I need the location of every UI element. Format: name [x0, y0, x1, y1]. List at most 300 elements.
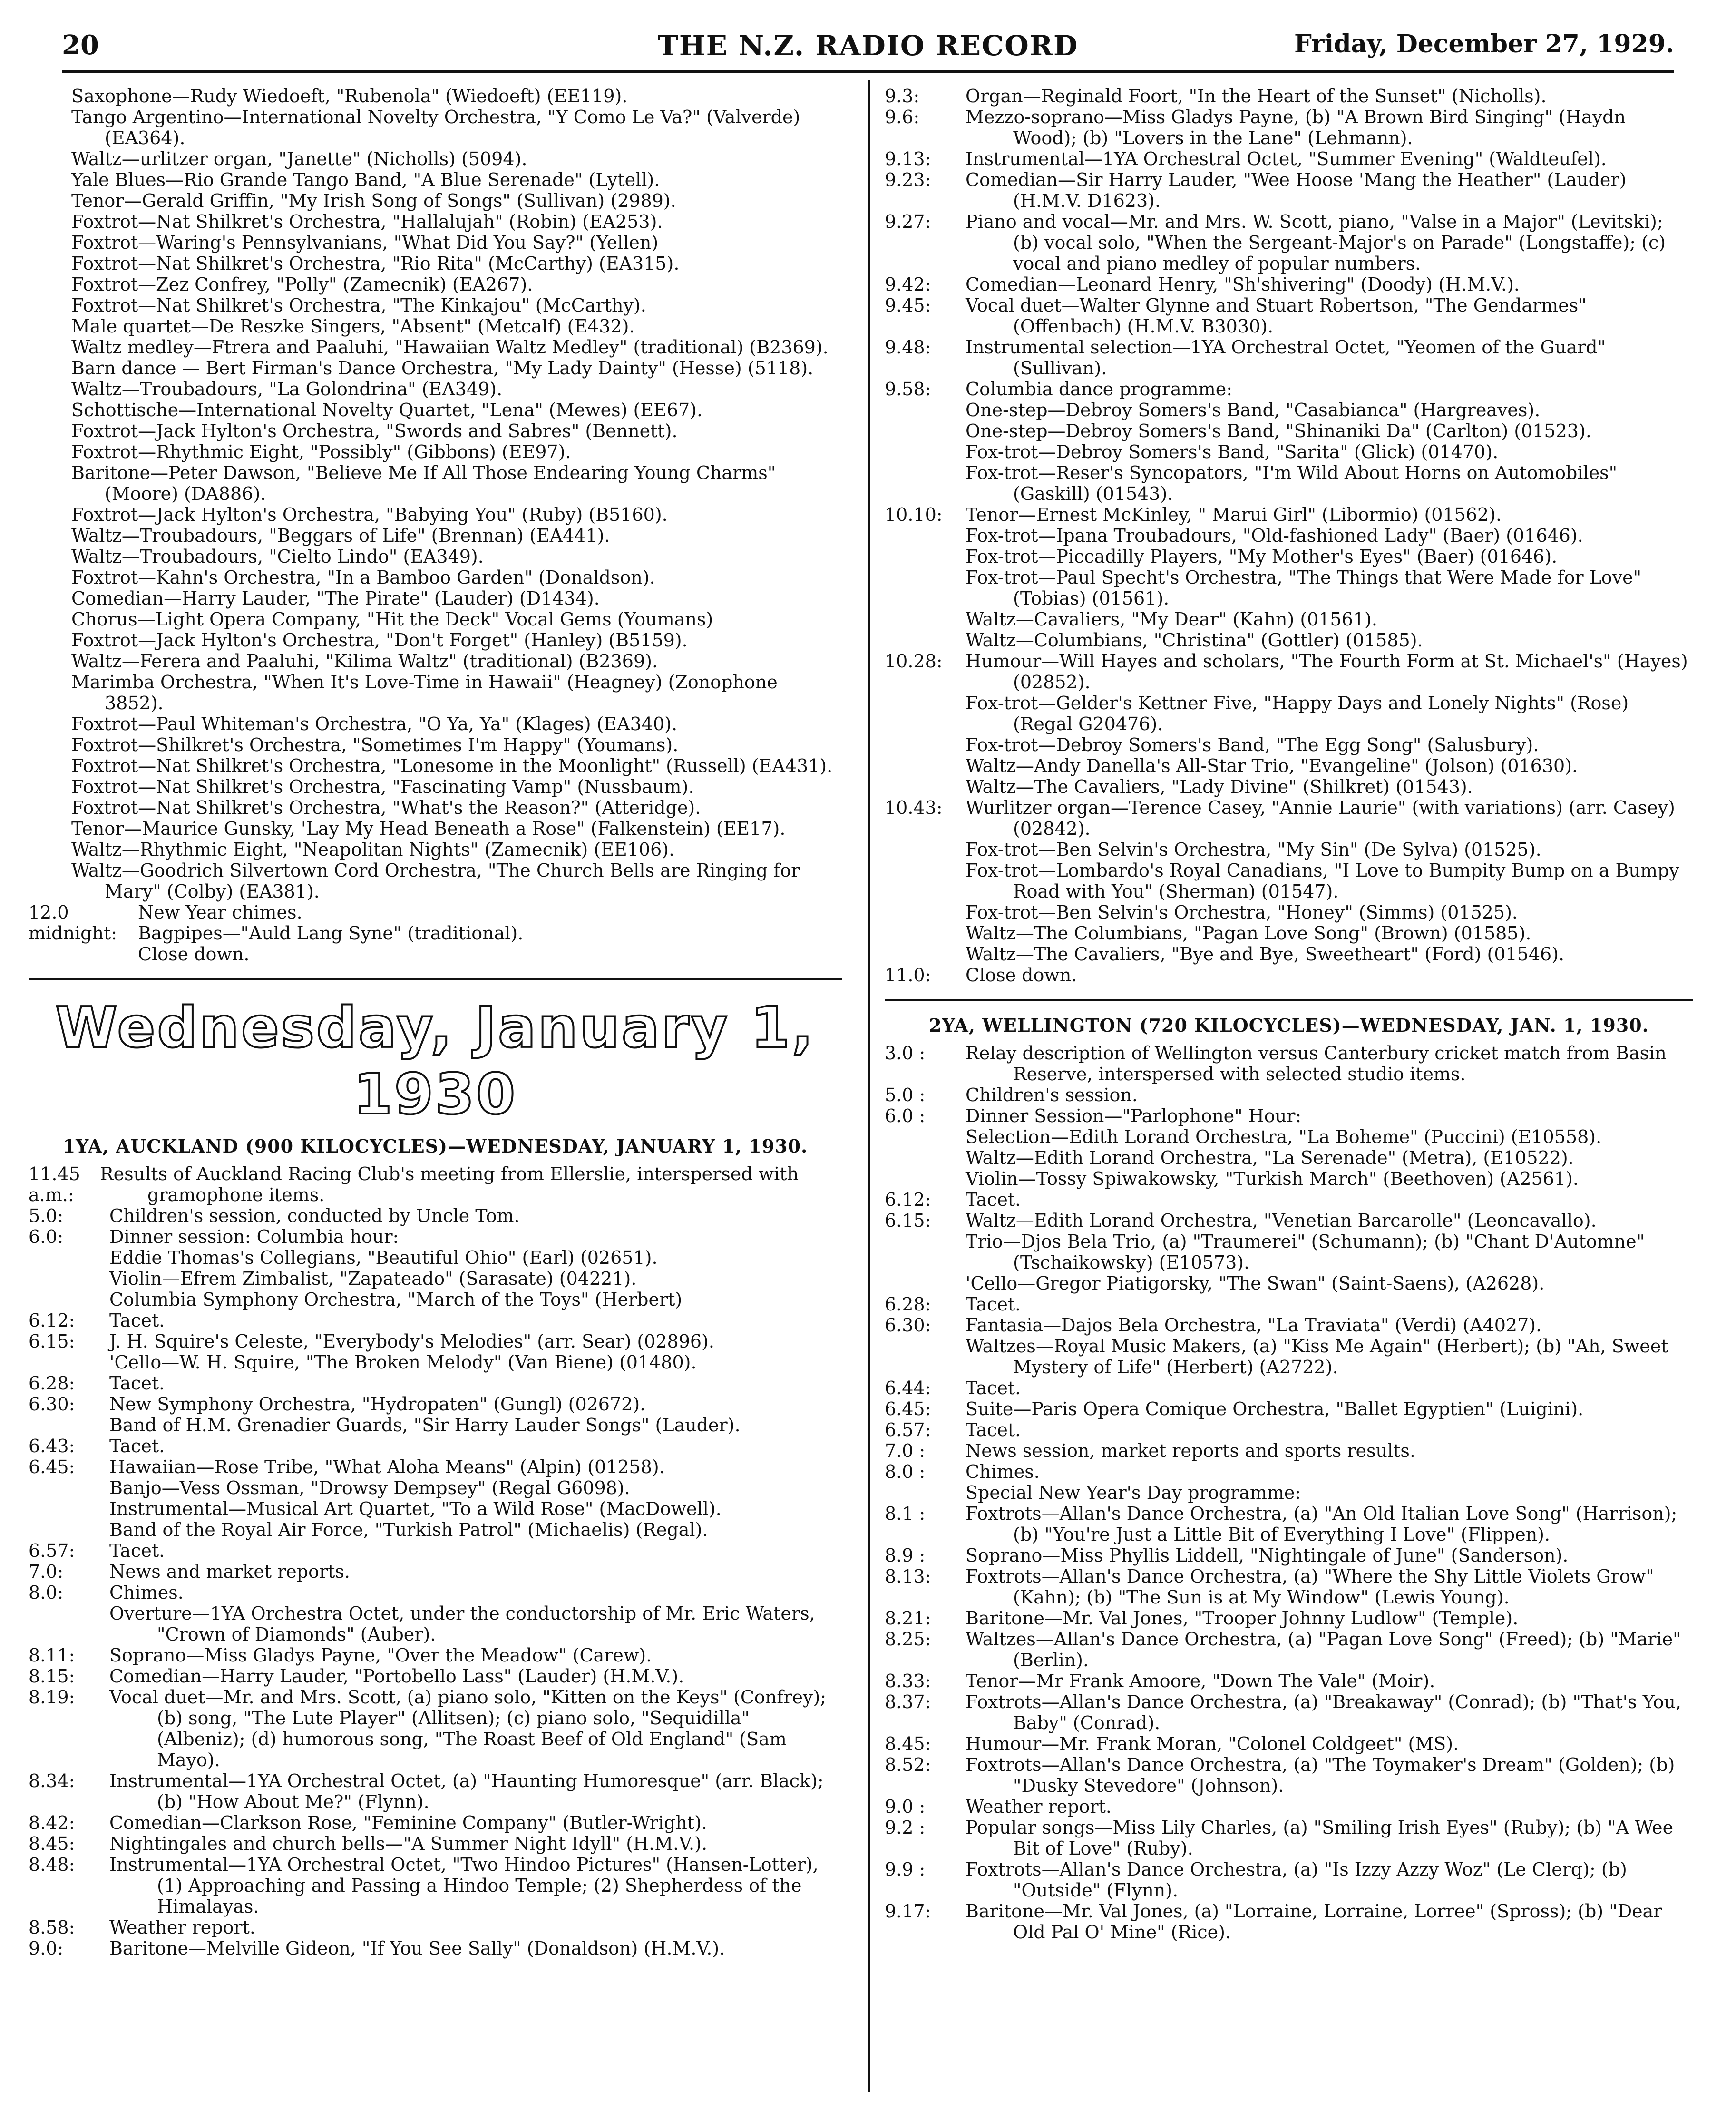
entry-time: 8.9 :: [885, 1545, 926, 1566]
programme-item: Waltz—urlitzer organ, "Janette" (Nicholls) (5094).: [71, 148, 527, 169]
entry-text: Popular songs—Miss Lily Charles, (a) "Smiling Irish Eyes" (Ruby); (b) "A Wee Bit of Love" (Ruby).: [966, 1817, 1674, 1859]
entry-time: [29, 1352, 109, 1373]
schedule-entry: [29, 1938, 842, 1959]
entry-text: Vocal duet—Walter Glynne and Stuart Robertson, "The Gendarmes" (Offenbach) (H.M.V. B3030).: [966, 295, 1587, 337]
schedule-entry: [29, 1498, 842, 1519]
entry-text: Mezzo-soprano—Miss Gladys Payne, (b) "A Brown Bird Singing" (Haydn Wood); (b) "Lovers in the Lane" (Lehmann).: [966, 107, 1626, 148]
entry-time: 6.30:: [29, 1394, 75, 1415]
midnight-line: Close down.: [138, 944, 250, 965]
programme-item: Waltz—Troubadours, "Cielto Lindo" (EA349).: [71, 546, 484, 567]
entry-text: Children's session, conducted by Uncle Tom.: [109, 1205, 520, 1226]
entry-time: [885, 776, 966, 797]
entry-text: Children's session.: [966, 1085, 1138, 1105]
entry-text: Fox-trot—Paul Specht's Orchestra, "The Things that Were Made for Love" (Tobias) (01561).: [966, 567, 1642, 609]
schedule-entry: [885, 1608, 1693, 1629]
entry-text: Soprano—Miss Phyllis Liddell, "Nightingale of June" (Sanderson).: [966, 1545, 1569, 1566]
entry-text: Foxtrots—Allan's Dance Orchestra, (a) "Breakaway" (Conrad); (b) "That's You, Baby" (Conrad).: [966, 1691, 1681, 1733]
entry-time: 3.0 :: [885, 1043, 926, 1064]
schedule-entry: [885, 609, 1693, 630]
schedule-entry: [885, 1817, 1693, 1859]
programme-item: Foxtrot—Jack Hylton's Orchestra, "Babying You" (Ruby) (B5160).: [71, 504, 668, 525]
entry-time: [885, 400, 966, 420]
entry-text: Suite—Paris Opera Comique Orchestra, "Ballet Egyptien" (Luigini).: [966, 1398, 1584, 1419]
masthead-rule: [62, 70, 1674, 73]
left-column: [29, 86, 842, 1959]
schedule-entry: [885, 1503, 1693, 1545]
programme-item: Tango Argentino—International Novelty Orchestra, "Y Como Le Va?" (Valverde) (EA364).: [71, 107, 800, 148]
entry-time: 9.0 :: [885, 1796, 926, 1817]
schedule-entry: [29, 1163, 842, 1205]
station-heading-wellington: 2YA, WELLINGTON (720 KILOCYCLES)—WEDNESDAY, JAN. 1, 1930.: [929, 1015, 1649, 1036]
schedule-entry: [29, 1331, 842, 1352]
entry-time: 8.33:: [885, 1671, 931, 1691]
entry-text: Banjo—Vess Ossman, "Drowsy Dempsey" (Regal G6098).: [109, 1477, 630, 1498]
entry-text: Fox-trot—Piccadilly Players, "My Mother's Eyes" (Baer) (01646).: [966, 546, 1558, 567]
entry-text: Foxtrots—Allan's Dance Orchestra, (a) "The Toymaker's Dream" (Golden); (b) "Dusky Stevedore" (Johnson).: [966, 1754, 1675, 1796]
schedule-entry: [885, 1754, 1693, 1796]
schedule-entry: [885, 462, 1693, 504]
schedule-entry: [885, 1901, 1693, 1943]
schedule-entry: [885, 274, 1693, 295]
programme-item: Baritone—Peter Dawson, "Believe Me If All Those Endearing Young Charms" (Moore) (DA886).: [71, 462, 776, 504]
entry-text: Humour—Will Hayes and scholars, "The Fourth Form at St. Michael's" (Hayes) (02852).: [966, 651, 1688, 693]
schedule-entry: [29, 1603, 842, 1645]
schedule-entry: [885, 776, 1693, 797]
schedule-entry: [29, 1582, 842, 1603]
schedule-entry: [29, 1289, 842, 1310]
schedule-entry: [29, 1917, 842, 1938]
schedule-entry: [29, 1854, 842, 1917]
schedule-entry: [885, 1671, 1693, 1691]
entry-text: New Symphony Orchestra, "Hydropaten" (Gungl) (02672).: [109, 1394, 646, 1415]
entry-text: 'Cello—Gregor Piatigorsky, "The Swan" (Saint-Saens), (A2628).: [966, 1273, 1545, 1294]
schedule-entry: [29, 1477, 842, 1498]
entry-time: [29, 1519, 109, 1540]
schedule-entry: [885, 295, 1693, 337]
entry-time: 8.42:: [29, 1812, 75, 1833]
entry-time: 5.0:: [29, 1205, 64, 1226]
entry-time: 8.0 :: [885, 1461, 926, 1482]
schedule-entry: [29, 1666, 842, 1687]
programme-item: Male quartet—De Reszke Singers, "Absent" (Metcalf) (E432).: [71, 316, 635, 337]
entry-text: Organ—Reginald Foort, "In the Heart of the Sunset" (Nicholls).: [966, 86, 1547, 107]
entry-text: Tacet.: [109, 1436, 165, 1456]
schedule-entry: [29, 1310, 842, 1331]
entry-time: 11.45 a.m.:: [29, 1163, 80, 1205]
programme-item: Foxtrot—Nat Shilkret's Orchestra, "Fascinating Vamp" (Nussbaum).: [71, 776, 694, 797]
entry-text: Columbia Symphony Orchestra, "March of the Toys" (Herbert): [109, 1289, 683, 1310]
entry-text: Baritone—Mr. Val Jones, (a) "Lorraine, Lorraine, Lorree" (Spross); (b) "Dear Old Pal O' Mine" (Rice).: [966, 1901, 1662, 1943]
schedule-entry: [885, 169, 1693, 211]
entry-text: Tacet.: [966, 1189, 1021, 1210]
programme-item: Schottische—International Novelty Quartet, "Lena" (Mewes) (EE67).: [71, 400, 703, 420]
schedule-entry: [885, 1273, 1693, 1294]
entry-time: 8.19:: [29, 1687, 75, 1708]
schedule-entry: [885, 1378, 1693, 1398]
schedule-entry: [885, 1733, 1693, 1754]
day-heading: Wednesday, January 1, 1930: [55, 995, 815, 1127]
programme-item: Foxtrot—Nat Shilkret's Orchestra, "Hallalujah" (Robin) (EA253).: [71, 211, 663, 232]
entry-text: Trio—Djos Bela Trio, (a) "Traumerei" (Schumann); (b) "Chant D'Automne" (Tschaikowsky) (E10573).: [966, 1231, 1645, 1273]
entry-time: [885, 944, 966, 965]
entry-time: 8.45:: [885, 1733, 931, 1754]
entry-text: Hawaiian—Rose Tribe, "What Aloha Means" (Alpin) (01258).: [109, 1456, 665, 1477]
programme-item: Foxtrot—Nat Shilkret's Orchestra, "What's the Reason?" (Atteridge).: [71, 797, 701, 818]
entry-time: [29, 1415, 109, 1436]
schedule-entry: [885, 1545, 1693, 1566]
entry-text: Band of the Royal Air Force, "Turkish Patrol" (Michaelis) (Regal).: [109, 1519, 708, 1540]
entry-text: Tenor—Ernest McKinley, " Marui Girl" (Libormio) (01562).: [966, 504, 1502, 525]
entry-time: 9.23:: [885, 169, 931, 190]
schedule-entry: [885, 734, 1693, 755]
entry-time: 9.0:: [29, 1938, 64, 1959]
entry-time: [885, 860, 966, 902]
entry-time: 6.0:: [29, 1226, 64, 1247]
programme-item: Foxtrot—Nat Shilkret's Orchestra, "Rio Rita" (McCarthy) (EA315).: [71, 253, 680, 274]
entry-time: 7.0:: [29, 1561, 64, 1582]
column-divider: [868, 80, 870, 2092]
entry-time: [885, 1273, 966, 1294]
entry-time: 7.0 :: [885, 1440, 926, 1461]
entry-text: Humour—Mr. Frank Moran, "Colonel Coldgeet" (MS).: [966, 1733, 1459, 1754]
entry-time: 8.21:: [885, 1608, 931, 1629]
entry-text: Tacet.: [966, 1378, 1021, 1398]
midnight-line: New Year chimes.: [138, 902, 302, 923]
entry-time: 6.57:: [29, 1540, 75, 1561]
schedule-entry: [885, 1482, 1693, 1503]
entry-time: 9.2 :: [885, 1817, 926, 1838]
entry-text: Tacet.: [966, 1419, 1021, 1440]
schedule-entry: [29, 1540, 842, 1561]
programme-item: Foxtrot—Shilkret's Orchestra, "Sometimes I'm Happy" (Youmans).: [71, 734, 679, 755]
schedule-entry: [885, 1796, 1693, 1817]
entry-text: Comedian—Clarkson Rose, "Feminine Company" (Butler-Wright).: [109, 1812, 708, 1833]
entry-time: 8.15:: [29, 1666, 75, 1687]
schedule-entry: [29, 1770, 842, 1812]
schedule-entry: [885, 1691, 1693, 1733]
entry-text: Nightingales and church bells—"A Summer Night Idyll" (H.M.V.).: [109, 1833, 708, 1854]
entry-text: One-step—Debroy Somers's Band, "Casabianca" (Hargreaves).: [966, 400, 1541, 420]
schedule-entry: [885, 1440, 1693, 1461]
entry-text: Dinner session: Columbia hour:: [109, 1226, 399, 1247]
programme-item: Tenor—Maurice Gunsky, 'Lay My Head Beneath a Rose" (Falkenstein) (EE17).: [71, 818, 786, 839]
entry-time: 6.45:: [885, 1398, 931, 1419]
entry-time: 8.52:: [885, 1754, 931, 1775]
entry-text: Fox-trot—Ben Selvin's Orchestra, "Honey" (Simms) (01525).: [966, 902, 1518, 923]
programme-item: Waltz—Rhythmic Eight, "Neapolitan Nights" (Zamecnik) (EE106).: [71, 839, 675, 860]
entry-time: [29, 1289, 109, 1310]
schedule-entry: [885, 1231, 1693, 1273]
schedule-entry: [885, 651, 1693, 693]
entry-time: 9.3:: [885, 86, 920, 107]
schedule-entry: [885, 1398, 1693, 1419]
entry-text: Fox-trot—Ben Selvin's Orchestra, "My Sin" (De Sylva) (01525).: [966, 839, 1541, 860]
programme-item: Foxtrot—Nat Shilkret's Orchestra, "The Kinkajou" (McCarthy).: [71, 295, 646, 316]
entry-text: Eddie Thomas's Collegians, "Beautiful Ohio" (Earl) (02651).: [109, 1247, 658, 1268]
entry-text: Comedian—Sir Harry Lauder, "Wee Hoose 'Mang the Heather" (Lauder) (H.M.V. D1623).: [966, 169, 1627, 211]
masthead: [62, 25, 1674, 63]
schedule-entry: [29, 1415, 842, 1436]
entry-text: Fox-trot—Lombardo's Royal Canadians, "I Love to Bumpity Bump on a Bumpy Road with You" (Sherman) (01547).: [966, 860, 1679, 902]
schedule-entry: [885, 1147, 1693, 1168]
schedule-entry: [29, 1519, 842, 1540]
schedule-entry: [885, 860, 1693, 902]
entry-text: Band of H.M. Grenadier Guards, "Sir Harry Lauder Songs" (Lauder).: [109, 1415, 741, 1436]
entry-time: 9.27:: [885, 211, 931, 232]
section-rule: [29, 978, 842, 980]
schedule-entry: [885, 504, 1693, 525]
programme-item: Foxtrot—Rhythmic Eight, "Possibly" (Gibbons) (EE97).: [71, 441, 571, 462]
programme-item: Saxophone—Rudy Wiedoeft, "Rubenola" (Wiedoeft) (EE119).: [71, 86, 628, 107]
schedule-entry: [885, 902, 1693, 923]
schedule-entry: [885, 1126, 1693, 1147]
entry-text: Waltzes—Allan's Dance Orchestra, (a) "Pagan Love Song" (Freed); (b) "Marie" (Berlin).: [966, 1629, 1681, 1671]
entry-time: 8.1 :: [885, 1503, 926, 1524]
entry-text: Waltz—Edith Lorand Orchestra, "La Serenade" (Metra), (E10522).: [966, 1147, 1574, 1168]
entry-time: [885, 734, 966, 755]
entry-text: Comedian—Harry Lauder, "Portobello Lass" (Lauder) (H.M.V.).: [109, 1666, 684, 1687]
entry-text: Tacet.: [109, 1310, 165, 1331]
programme-item: Foxtrot—Zez Confrey, "Polly" (Zamecnik) (EA267).: [71, 274, 533, 295]
entry-time: 8.48:: [29, 1854, 75, 1875]
entry-time: [885, 546, 966, 567]
entry-time: 6.12:: [29, 1310, 75, 1331]
entry-text: News and market reports.: [109, 1561, 350, 1582]
entry-text: Special New Year's Day programme:: [966, 1482, 1301, 1503]
programme-item: Foxtrot—Paul Whiteman's Orchestra, "O Ya, Ya" (Klages) (EA340).: [71, 713, 678, 734]
entry-time: [885, 755, 966, 776]
schedule-entry: [29, 1268, 842, 1289]
entry-time: 6.12:: [885, 1189, 931, 1210]
entry-text: Soprano—Miss Gladys Payne, "Over the Meadow" (Carew).: [109, 1645, 652, 1666]
entry-text: Tacet.: [109, 1540, 165, 1561]
entry-text: News session, market reports and sports results.: [966, 1440, 1415, 1461]
entry-text: Piano and vocal—Mr. and Mrs. W. Scott, piano, "Valse in a Major" (Levitski); (b) vocal solo, "When the Sergeant-Major's on Parade" (Longstaffe); (c) vocal and piano medley of popular numbers.: [966, 211, 1666, 274]
programme-item: Foxtrot—Jack Hylton's Orchestra, "Swords and Sabres" (Bennett).: [71, 420, 678, 441]
entry-text: Waltz—Columbians, "Christina" (Gottler) (01585).: [966, 630, 1423, 651]
entry-time: 6.44:: [885, 1378, 931, 1398]
entry-time: 12.0 midnight:: [29, 902, 117, 944]
page-number: 20: [62, 29, 99, 61]
schedule-entry: [885, 839, 1693, 860]
schedule-entry: [885, 148, 1693, 169]
entry-time: [29, 1268, 109, 1289]
entry-time: 5.0 :: [885, 1085, 926, 1105]
entry-text: Relay description of Wellington versus Canterbury cricket match from Basin Reserve, interspersed with selected studio items.: [966, 1043, 1667, 1085]
entry-text: Fox-trot—Gelder's Kettner Five, "Happy Days and Lonely Nights" (Rose) (Regal G20476).: [966, 693, 1629, 734]
entry-text: Fox-trot—Ipana Troubadours, "Old-fashioned Lady" (Baer) (01646).: [966, 525, 1583, 546]
programme-item: Foxtrot—Waring's Pennsylvanians, "What Did You Say?" (Yellen): [71, 232, 659, 253]
entry-text: Fox-trot—Debroy Somers's Band, "The Egg Song" (Salusbury).: [966, 734, 1539, 755]
publication-title: THE N.Z. RADIO RECORD: [657, 29, 1079, 62]
entry-text: Selection—Edith Lorand Orchestra, "La Boheme" (Puccini) (E10558).: [966, 1126, 1602, 1147]
entry-text: Instrumental selection—1YA Orchestral Octet, "Yeomen of the Guard" (Sullivan).: [966, 337, 1606, 379]
entry-text: J. H. Squire's Celeste, "Everybody's Melodies" (arr. Sear) (02896).: [109, 1331, 714, 1352]
programme-item: Comedian—Harry Lauder, "The Pirate" (Lauder) (D1434).: [71, 588, 600, 609]
entry-time: [885, 630, 966, 651]
schedule-entry: [885, 86, 1693, 107]
programme-item: Waltz—Ferera and Paaluhi, "Kilima Waltz" (traditional) (B2369).: [71, 651, 658, 672]
entry-text: Chimes.: [109, 1582, 184, 1603]
entry-time: 9.6:: [885, 107, 920, 127]
entry-time: [885, 525, 966, 546]
entry-time: 9.58:: [885, 379, 931, 400]
programme-item: Waltz medley—Ftrera and Paaluhi, "Hawaiian Waltz Medley" (traditional) (B2369).: [71, 337, 829, 358]
programme-item: Foxtrot—Nat Shilkret's Orchestra, "Lonesome in the Moonlight" (Russell) (EA431).: [71, 755, 833, 776]
entry-time: [29, 1498, 109, 1519]
entry-text: Instrumental—Musical Art Quartet, "To a Wild Rose" (MacDowell).: [109, 1498, 722, 1519]
entry-text: Waltzes—Royal Music Makers, (a) "Kiss Me Again" (Herbert); (b) "Ah, Sweet Mystery of Life" (Herbert) (A2722).: [966, 1336, 1668, 1378]
entry-text: Fox-trot—Reser's Syncopators, "I'm Wild About Horns on Automobiles" (Gaskill) (01543).: [966, 462, 1618, 504]
entry-time: [885, 1168, 966, 1189]
entry-time: 9.13:: [885, 148, 931, 169]
entry-time: 10.43:: [885, 797, 943, 818]
entry-text: Baritone—Mr. Val Jones, "Trooper Johnny Ludlow" (Temple).: [966, 1608, 1519, 1629]
entry-text: Waltz—The Cavaliers, "Lady Divine" (Shilkret) (01543).: [966, 776, 1473, 797]
entry-time: [885, 1482, 966, 1503]
entry-time: [885, 441, 966, 462]
schedule-entry: [885, 420, 1693, 441]
entry-time: 9.42:: [885, 274, 931, 295]
schedule-entry: [885, 400, 1693, 420]
programme-item: Waltz—Troubadours, "La Golondrina" (EA349).: [71, 379, 503, 400]
entry-time: [885, 420, 966, 441]
schedule-entry: [885, 1105, 1693, 1126]
entry-time: [29, 1603, 109, 1645]
entry-text: Chimes.: [966, 1461, 1040, 1482]
schedule-entry: [29, 1456, 842, 1477]
station-heading-auckland: 1YA, AUCKLAND (900 KILOCYCLES)—WEDNESDAY, JANUARY 1, 1930.: [62, 1135, 808, 1157]
schedule-entry: [885, 107, 1693, 148]
schedule-entry: [29, 1352, 842, 1373]
entry-text: Foxtrots—Allan's Dance Orchestra, (a) "Is Izzy Azzy Woz" (Le Clerq); (b) "Outside" (Flynn).: [966, 1859, 1627, 1901]
entry-text: Foxtrots—Allan's Dance Orchestra, (a) "Where the Shy Little Violets Grow" (Kahn); (b) "The Sun is at My Window" (Lewis Young).: [966, 1566, 1654, 1608]
entry-text: Fantasia—Dajos Bela Orchestra, "La Traviata" (Verdi) (A4027).: [966, 1315, 1542, 1336]
entry-time: [885, 462, 966, 504]
entry-time: 6.45:: [29, 1456, 75, 1477]
entry-time: [885, 693, 966, 734]
entry-time: 11.0:: [885, 965, 931, 986]
schedule-entry: [29, 1687, 842, 1770]
entry-text: Overture—1YA Orchestra Octet, under the conductorship of Mr. Eric Waters, "Crown of Diamonds" (Auber).: [109, 1603, 815, 1645]
schedule-entry: [885, 923, 1693, 944]
entry-time: 9.48:: [885, 337, 931, 358]
entry-time: [885, 1147, 966, 1168]
entry-text: Violin—Tossy Spiwakowsky, "Turkish March" (Beethoven) (A2561).: [966, 1168, 1579, 1189]
schedule-entry: [29, 1812, 842, 1833]
schedule-entry: [885, 441, 1693, 462]
midnight-entry: [29, 902, 842, 965]
entry-text: Foxtrots—Allan's Dance Orchestra, (a) "An Old Italian Love Song" (Harrison); (b) "You're Just a Little Bit of Everything I Love" (Flippen).: [966, 1503, 1677, 1545]
entry-text: Waltz—Cavaliers, "My Dear" (Kahn) (01561).: [966, 609, 1377, 630]
entry-time: 6.15:: [29, 1331, 75, 1352]
entry-text: Tacet.: [109, 1373, 165, 1394]
entry-text: Waltz—Edith Lorand Orchestra, "Venetian Barcarolle" (Leoncavallo).: [966, 1210, 1597, 1231]
schedule-entry: [885, 965, 1693, 986]
entry-text: Violin—Efrem Zimbalist, "Zapateado" (Sarasate) (04221).: [109, 1268, 637, 1289]
entry-time: 6.0 :: [885, 1105, 926, 1126]
entry-text: Results of Auckland Racing Club's meeting from Ellerslie, interspersed with gramophone items.: [100, 1163, 799, 1205]
entry-time: [885, 567, 966, 609]
programme-item: Waltz—Troubadours, "Beggars of Life" (Brennan) (EA441).: [71, 525, 610, 546]
entry-time: [885, 902, 966, 923]
section-rule: [885, 999, 1693, 1001]
entry-time: 8.0:: [29, 1582, 64, 1603]
entry-text: 'Cello—W. H. Squire, "The Broken Melody" (Van Biene) (01480).: [109, 1352, 697, 1373]
entry-time: 10.10:: [885, 504, 943, 525]
entry-text: Instrumental—1YA Orchestral Octet, (a) "Haunting Humoresque" (arr. Black); (b) "How About Me?" (Flynn).: [109, 1770, 824, 1812]
entry-time: 8.13:: [885, 1566, 931, 1587]
entry-text: Weather report.: [109, 1917, 255, 1938]
entry-time: 8.34:: [29, 1770, 75, 1791]
schedule-entry: [885, 211, 1693, 274]
schedule-entry: [885, 546, 1693, 567]
entry-text: Waltz—Andy Danella's All-Star Trio, "Evangeline" (Jolson) (01630).: [966, 755, 1578, 776]
programme-item: Tenor—Gerald Griffin, "My Irish Song of Songs" (Sullivan) (2989).: [71, 190, 676, 211]
schedule-entry: [885, 1043, 1693, 1085]
schedule-entry: [885, 525, 1693, 546]
schedule-entry: [885, 797, 1693, 839]
schedule-entry: [885, 1210, 1693, 1231]
entry-text: Tenor—Mr Frank Amoore, "Down The Vale" (Moir).: [966, 1671, 1435, 1691]
entry-text: Waltz—The Columbians, "Pagan Love Song" (Brown) (01585).: [966, 923, 1531, 944]
schedule-entry: [885, 1336, 1693, 1378]
entry-time: 10.28:: [885, 651, 943, 672]
programme-item: Foxtrot—Jack Hylton's Orchestra, "Don't Forget" (Hanley) (B5159).: [71, 630, 688, 651]
entry-time: [885, 1336, 966, 1378]
entry-time: 8.25:: [885, 1629, 931, 1650]
programme-item: Foxtrot—Kahn's Orchestra, "In a Bamboo Garden" (Donaldson).: [71, 567, 655, 588]
entry-time: 8.37:: [885, 1691, 931, 1712]
schedule-entry: [885, 1566, 1693, 1608]
entry-time: [885, 1126, 966, 1147]
entry-time: [29, 1247, 109, 1268]
schedule-entry: [885, 379, 1693, 400]
entry-time: 6.57:: [885, 1419, 931, 1440]
entry-time: 6.30:: [885, 1315, 931, 1336]
entry-time: 9.45:: [885, 295, 931, 316]
schedule-entry: [29, 1205, 842, 1226]
schedule-entry: [885, 1085, 1693, 1105]
entry-time: [885, 609, 966, 630]
entry-time: 8.58:: [29, 1917, 75, 1938]
entry-time: 9.17:: [885, 1901, 931, 1922]
entry-text: Dinner Session—"Parlophone" Hour:: [966, 1105, 1302, 1126]
entry-text: Baritone—Melville Gideon, "If You See Sally" (Donaldson) (H.M.V.).: [109, 1938, 725, 1959]
entry-time: [885, 1231, 966, 1273]
schedule-entry: [885, 1461, 1693, 1482]
schedule-entry: [885, 1859, 1693, 1901]
programme-item: Waltz—Goodrich Silvertown Cord Orchestra, "The Church Bells are Ringing for Mary" (Colby) (EA381).: [71, 860, 800, 902]
entry-time: [29, 1477, 109, 1498]
schedule-entry: [885, 337, 1693, 379]
programme-item: Chorus—Light Opera Company, "Hit the Deck" Vocal Gems (Youmans): [71, 609, 713, 630]
schedule-entry: [29, 1247, 842, 1268]
midnight-lines: [138, 902, 842, 965]
schedule-entry: [885, 944, 1693, 965]
schedule-entry: [885, 1629, 1693, 1671]
entry-time: 8.11:: [29, 1645, 75, 1666]
entry-text: One-step—Debroy Somers's Band, "Shinaniki Da" (Carlton) (01523).: [966, 420, 1591, 441]
schedule-entry: [29, 1394, 842, 1415]
entry-text: Instrumental—1YA Orchestral Octet, "Summer Evening" (Waldteufel).: [966, 148, 1607, 169]
right-column: [885, 86, 1693, 1943]
entry-text: Waltz—The Cavaliers, "Bye and Bye, Sweetheart" (Ford) (01546).: [966, 944, 1565, 965]
entry-text: Instrumental—1YA Orchestral Octet, "Two Hindoo Pictures" (Hansen-Lotter), (1) Approaching and Passing a Hindoo Temple; (2) Shepherdess of the Himalayas.: [109, 1854, 819, 1917]
schedule-entry: [29, 1373, 842, 1394]
entry-text: Wurlitzer organ—Terence Casey, "Annie Laurie" (with variations) (arr. Casey) (02842).: [966, 797, 1675, 839]
schedule-entry: [885, 630, 1693, 651]
